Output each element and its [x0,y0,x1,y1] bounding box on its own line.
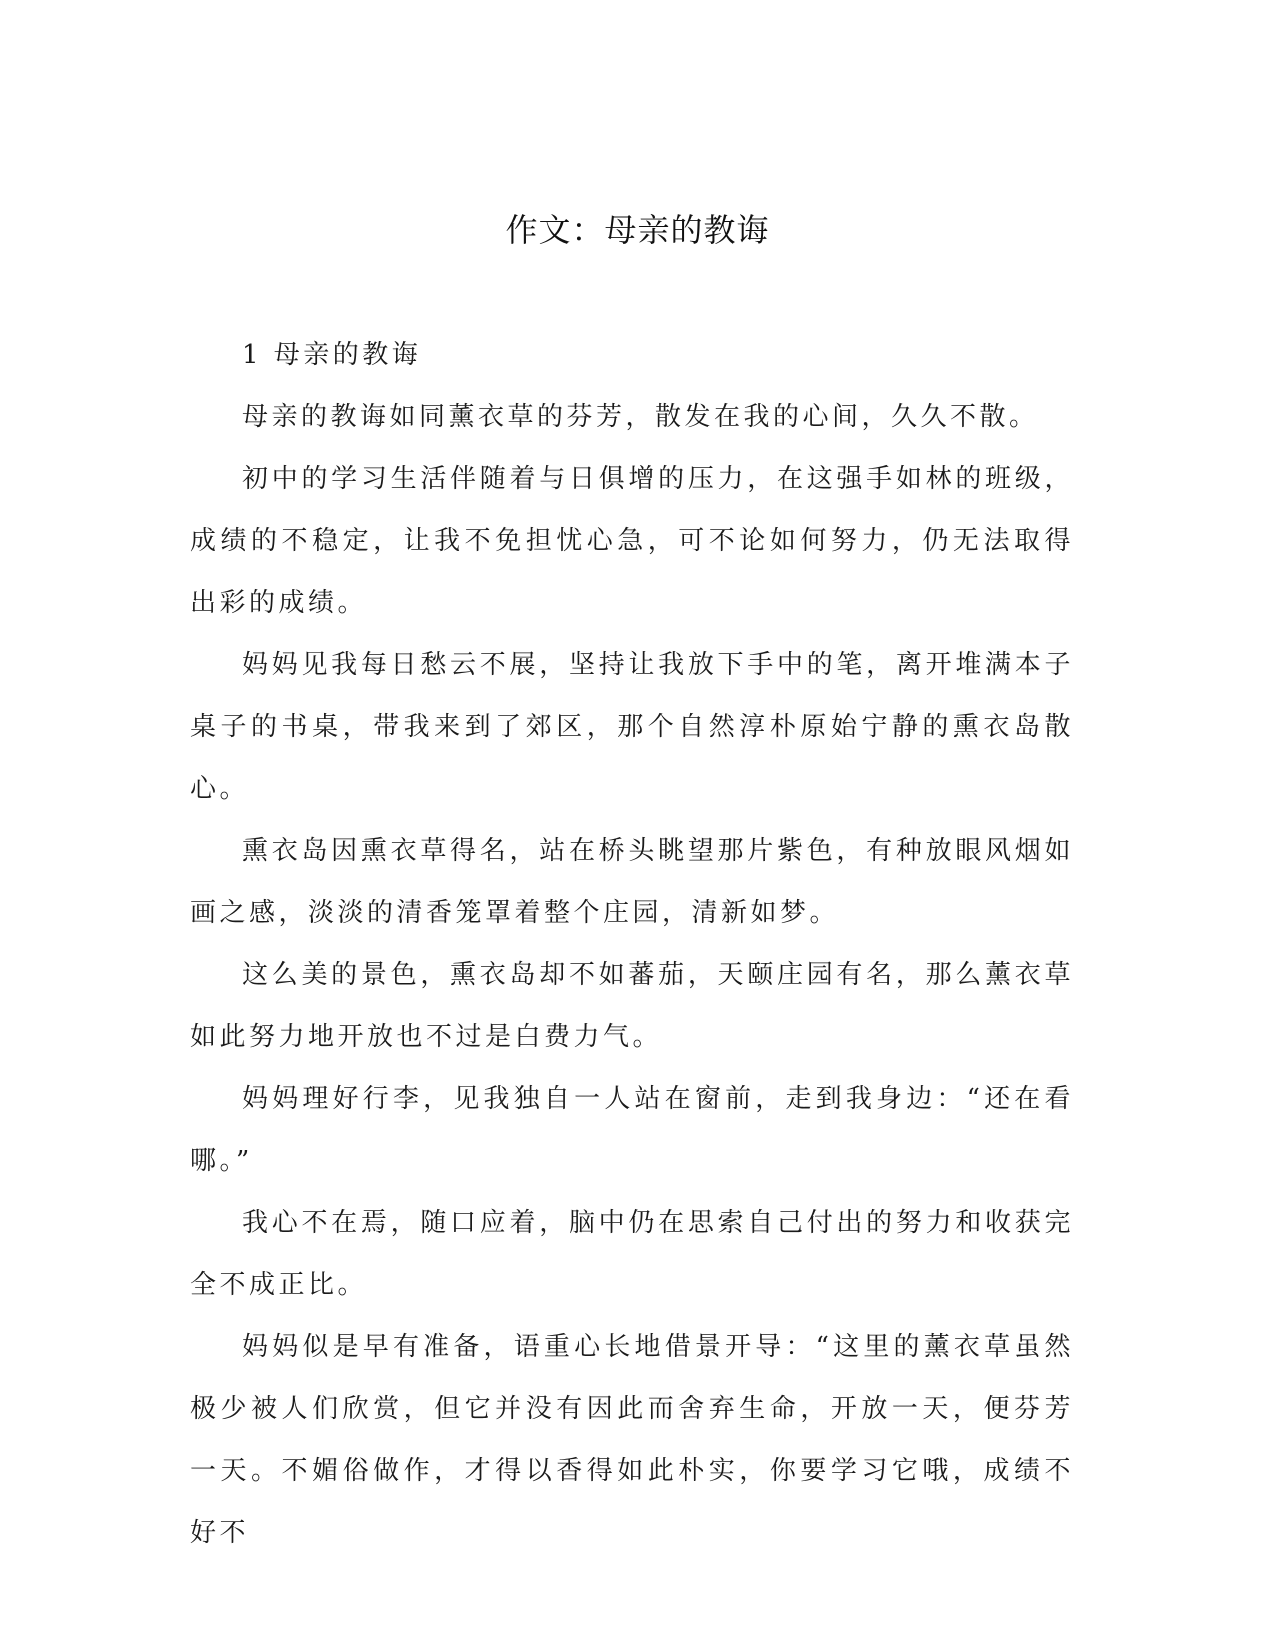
paragraph: 妈妈见我每日愁云不展，坚持让我放下手中的笔，离开堆满本子桌子的书桌，带我来到了郊区，那个自然淳朴原始宁静的熏衣岛散心。 [190,650,1074,804]
paragraph: 这么美的景色，熏衣岛却不如蕃茄，天颐庄园有名，那么薰衣草如此努力地开放也不过是白费力气。 [190,960,1074,1052]
document-body [190,324,1074,1564]
paragraph: 妈妈似是早有准备，语重心长地借景开导：“这里的薰衣草虽然极少被人们欣赏，但它并没有因此而舍弃生命，开放一天，便芬芳一天。不媚俗做作，才得以香得如此朴实，你要学习它哦，成绩不好不 [190,1332,1074,1548]
paragraph: 我心不在焉，随口应着，脑中仍在思索自己付出的努力和收获完全不成正比。 [190,1208,1074,1300]
paragraph: 初中的学习生活伴随着与日俱增的压力，在这强手如林的班级，成绩的不稳定，让我不免担忧心急，可不论如何努力，仍无法取得出彩的成绩。 [190,464,1074,618]
paragraph: 熏衣岛因熏衣草得名，站在桥头眺望那片紫色，有种放眼风烟如画之感，淡淡的清香笼罩着整个庄园，清新如梦。 [190,836,1074,928]
paragraph: 母亲的教诲如同薰衣草的芬芳，散发在我的心间，久久不散。 [242,402,1039,432]
document-title: 作文：母亲的教诲 [505,211,770,249]
paragraph: 妈妈理好行李，见我独自一人站在窗前，走到我身边：“还在看哪。” [190,1084,1074,1176]
paragraph-heading: 1 母亲的教诲 [242,340,422,370]
